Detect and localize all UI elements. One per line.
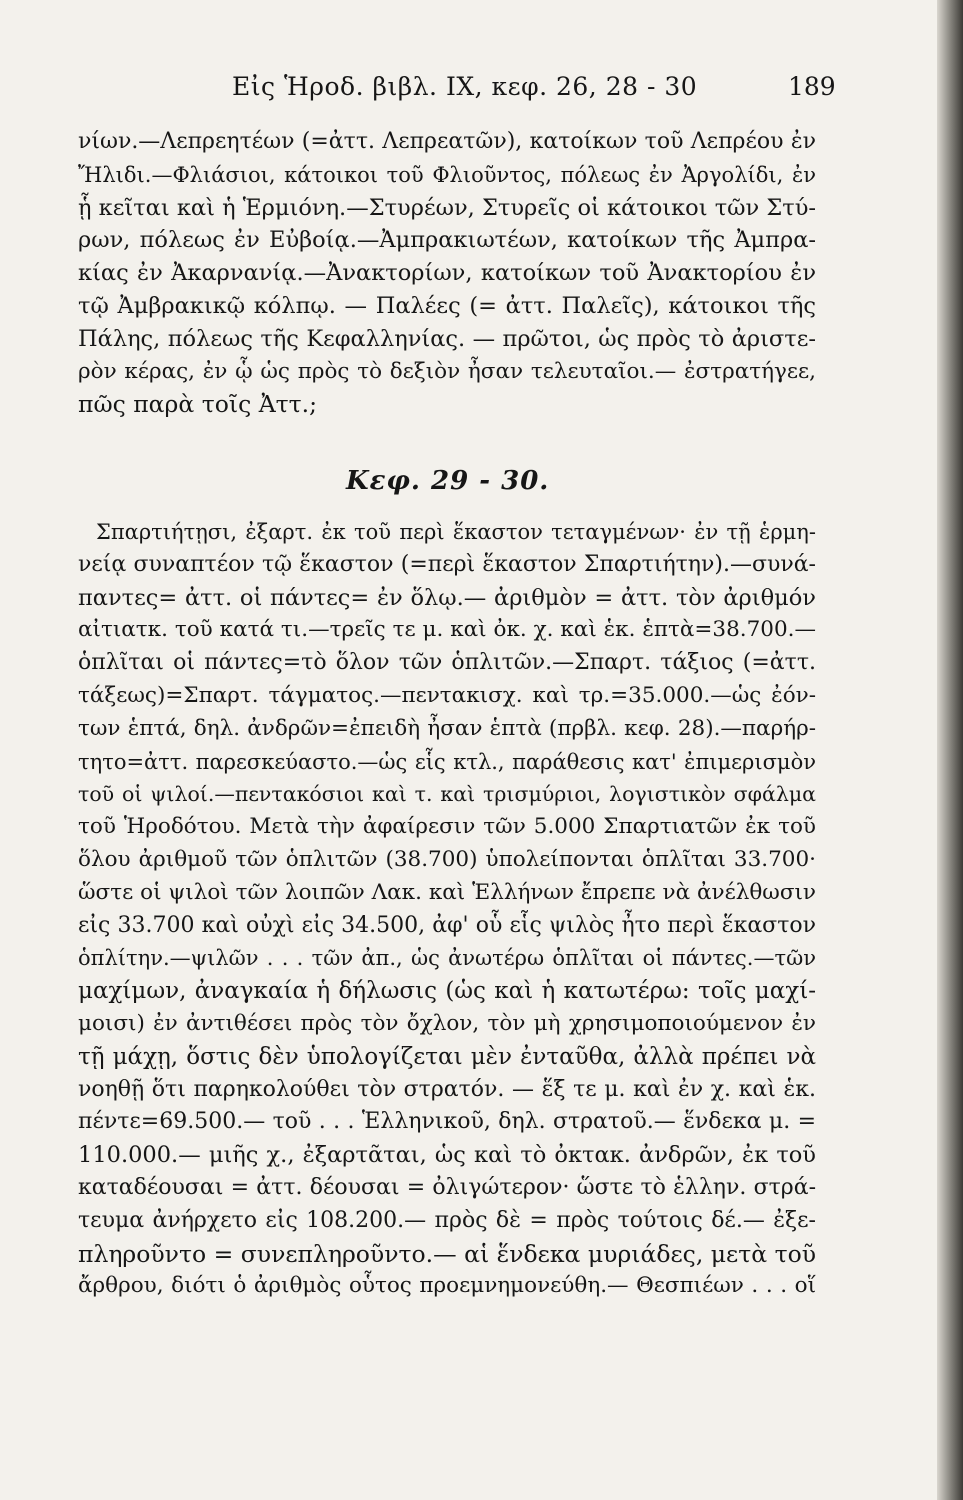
page-number: 189 — [788, 72, 836, 101]
text-line: τευμα ἀνήρχετο εἰς 108.200.— πρὸς δὲ = πρὸς τούτοις δέ.— ἐξε- — [78, 1207, 816, 1233]
text-line: αἰτιατκ. τοῦ κατά τι.—τρεῖς τε μ. καὶ ὀκ. χ. καὶ ἑκ. ἑπτὰ=38.700.— — [78, 617, 816, 643]
text-line: ρὸν κέρας, ἐν ᾧ ὡς πρὸς τὸ δεξιὸν ἦσαν τελευταῖοι.— ἐστρατήγεε, — [78, 358, 816, 384]
text-line: πληροῦντο = συνεπληροῦντο.— αἱ ἕνδεκα μυριάδες, μετὰ τοῦ — [78, 1239, 816, 1268]
page-edge-shadow — [937, 0, 963, 1500]
text-line: καταδέουσαι = ἀττ. δέουσαι = ὀλιγώτερον· ὥστε τὸ ἑλλην. στρά- — [78, 1174, 816, 1200]
running-head: Εἰς Ἡροδ. βιβλ. IX, κεφ. 26, 28 - 30 — [232, 72, 698, 101]
text-line: τῇ μάχῃ, ὅστις δὲν ὑπολογίζεται μὲν ἐνταῦθα, ἀλλὰ πρέπει νὰ — [78, 1043, 816, 1070]
text-line: νοηθῇ ὅτι παρηκολούθει τὸν στρατόν. — ἕξ τε μ. καὶ ἐν χ. καὶ ἑκ. — [78, 1076, 816, 1102]
text-line: ὅλου ἀριθμοῦ τῶν ὁπλιτῶν (38.700) ὑπολείπονται ὁπλῖται 33.700· — [78, 846, 816, 872]
text-line: τῷ Ἀμβρακικῷ κόλπῳ. — Παλέες (= ἀττ. Παλεῖς), κάτοικοι τῆς — [78, 292, 816, 319]
text-line: παντες= ἀττ. οἱ πάντες= ἐν ὅλῳ.— ἀριθμὸν = ἀττ. τὸν ἀριθμόν — [78, 584, 816, 611]
text-line: τητο=ἀττ. παρεσκεύαστο.—ὡς εἷς κτλ., παράθεσις κατ' ἐπιμερισμὸν — [78, 749, 816, 774]
page-header — [0, 72, 900, 112]
text-line: πῶς παρὰ τοῖς Ἀττ.; — [78, 390, 318, 419]
text-line: ὁπλῖται οἱ πάντες=τὸ ὅλον τῶν ὁπλιτῶν.—Σπαρτ. τάξιος (=ἀττ. — [78, 650, 816, 676]
text-line: των ἑπτά, δηλ. ἀνδρῶν=ἐπειδὴ ἦσαν ἑπτὰ (πρβλ. κεφ. 28).—παρήρ- — [78, 715, 816, 741]
text-line: εἰς 33.700 καὶ οὐχὶ εἰς 34.500, ἀφ' οὗ εἷς ψιλὸς ἦτο περὶ ἕκαστον — [78, 912, 816, 938]
text-line: Σπαρτιήτῃσι, ἐξαρτ. ἐκ τοῦ περὶ ἕκαστον τεταγμένων· ἐν τῇ ἑρμη- — [96, 520, 816, 544]
text-line: ἄρθρου, διότι ὁ ἀριθμὸς οὗτος προεμνημονεύθη.— Θεσπιέων . . . οἵ — [78, 1273, 816, 1299]
text-line: ρων, πόλεως ἐν Εὐβοίᾳ.—Ἀμπρακιωτέων, κατοίκων τῆς Ἀμπρα- — [78, 227, 816, 254]
text-line: ὁπλίτην.—ψιλῶν . . . τῶν ἀπ., ὡς ἀνωτέρω ὁπλῖται οἱ πάντες.—τῶν — [78, 946, 816, 971]
paragraph-commentary-26 — [78, 126, 816, 421]
text-line: τοῦ Ἡροδότου. Μετὰ τὴν ἀφαίρεσιν τῶν 5.000 Σπαρτιατῶν ἐκ τοῦ — [78, 814, 816, 840]
text-line: τοῦ οἱ ψιλοί.—πεντακόσιοι καὶ τ. καὶ τρισμύριοι, λογιστικὸν σφάλμα — [78, 782, 816, 807]
text-line: ᾗ κεῖται καὶ ἡ Ἑρμιόνη.—Στυρέων, Στυρεῖς οἱ κάτοικοι τῶν Στύ- — [78, 194, 816, 221]
paragraph-commentary-29-30 — [78, 516, 816, 1303]
text-line: ὥστε οἱ ψιλοὶ τῶν λοιπῶν Λακ. καὶ Ἑλλήνων ἔπρεπε νὰ ἀνέλθωσιν — [78, 879, 816, 905]
text-line: κίας ἐν Ἀκαρνανίᾳ.—Ἀνακτορίων, κατοίκων τοῦ Ἀνακτορίου ἐν — [78, 260, 816, 287]
text-line: μαχίμων, ἀναγκαία ἡ δήλωσις (ὡς καὶ ἡ κατωτέρω: τοῖς μαχί- — [78, 978, 816, 1005]
text-line: νίων.—Λεπρεητέων (=ἀττ. Λεπρεατῶν), κατοίκων τοῦ Λεπρέου ἐν — [78, 129, 816, 154]
text-line: 110.000.— μιῆς χ., ἐξαρτᾶται, ὡς καὶ τὸ ὀκτακ. ἀνδρῶν, ἐκ τοῦ — [78, 1142, 816, 1169]
text-line: μοισι) ἐν ἀντιθέσει πρὸς τὸν ὄχλον, τὸν μὴ χρησιμοποιούμενον ἐν — [78, 1010, 816, 1036]
text-line: Ἤλιδι.—Φλιάσιοι, κάτοικοι τοῦ Φλιοῦντος, πόλεως ἐν Ἀργολίδι, ἐν — [78, 162, 816, 187]
text-line: πέντε=69.500.— τοῦ . . . Ἑλληνικοῦ, δηλ. στρατοῦ.— ἕνδεκα μ. = — [78, 1109, 816, 1135]
text-line: Πάλης, πόλεως τῆς Κεφαλληνίας. — πρῶτοι, ὡς πρὸς τὸ ἀριστε- — [78, 325, 816, 352]
text-line: νείᾳ συναπτέον τῷ ἕκαστον (=περὶ ἕκαστον Σπαρτιήτην).—συνά- — [78, 551, 816, 577]
text-line: τάξεως)=Σπαρτ. τάγματος.—πεντακισχ. καὶ τρ.=35.000.—ὡς ἐόν- — [78, 682, 816, 708]
section-heading: Κεφ. 29 - 30. — [346, 466, 550, 496]
